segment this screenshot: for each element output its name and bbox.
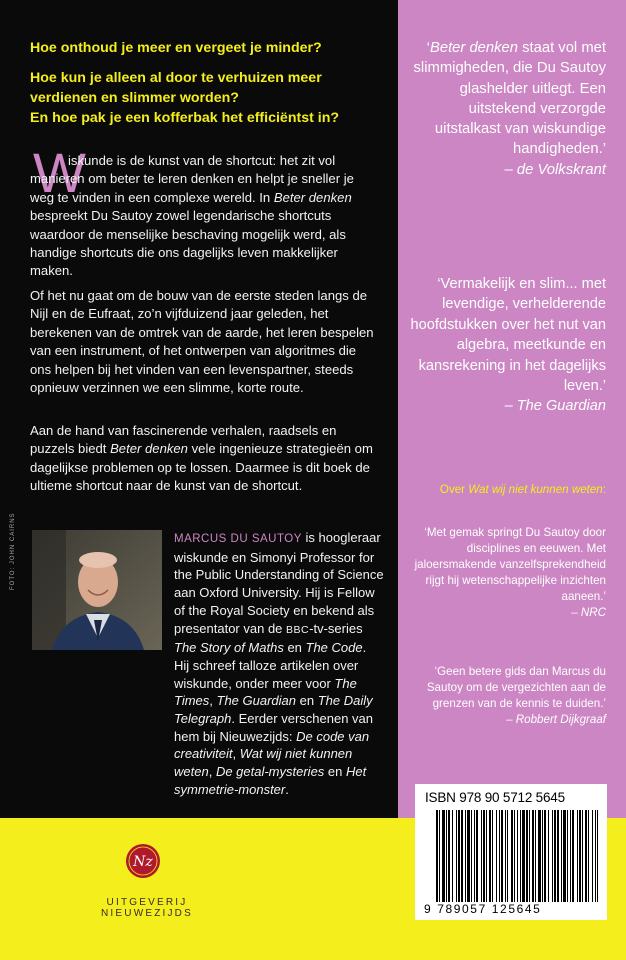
quote-guardian: ‘Vermakelijk en slim... met levendige, verhelderende hoofdstukken over het nut van algebra, meetkunde en kansrekening in het dagelijks leven.’ – The Guardian — [410, 276, 606, 415]
over-heading: Over Wat wij niet kunnen weten: — [439, 483, 606, 496]
paragraph-3: Aan de hand van fascinerende verhalen, raadsels en puzzels biedt Beter denken vele ingenieuze strategieën om dagelijkse problemen op te lossen. Daarmee is dit boek de ultieme shortcut naar de kunst van de shortcut. — [30, 423, 373, 494]
question-1: Hoe onthoud je meer en vergeet je minder? — [30, 40, 322, 56]
paragraph-1: iskunde is de kunst van de shortcut: het zit vol manieren om beter te leren denken en helpt je sneller je weg te vinden in een complexe wereld. In Beter denken bespreekt Du Sautoy zowel legendarische shortcuts waardoor de menselijke beschaving mogelijk werd, als handige shortcuts die ons dagelijks leven makkelijker maken. — [30, 153, 354, 279]
publisher-name: UITGEVERIJ NIEUWEZIJDS — [101, 897, 193, 919]
paragraph-2: Of het nu gaat om de bouw van de eerste steden langs de Nijl en de Eufraat, zo’n vijfduizend jaar geleden, het berekenen van de omtrek van de aarde, het leren bespelen van een instrument, of het ontwerpen van algoritmes die ons helpen bij het vinden van een levenspartner, steeds opnieuw verzinnen we een slimme, korte route. — [30, 288, 374, 396]
isbn-text: ISBN 978 90 5712 5645 — [425, 790, 565, 805]
ean-number: 9 789057 125645 — [424, 902, 542, 916]
back-cover-right-panel — [398, 0, 626, 818]
publisher-logo-icon — [125, 843, 161, 879]
quote-dijkgraaf: ‘Geen betere gids dan Marcus du Sautoy om de vergezichten aan de grenzen van de kennis te duiden.’ – Robbert Dijkgraaf — [426, 665, 606, 726]
question-3: En hoe pak je een kofferbak het efficiëntst in? — [30, 110, 340, 126]
photo-credit: FOTO: JOHN CAIRNS — [10, 512, 16, 590]
author-bio: MARCUS DU SAUTOY is hoogleraar wiskunde en Simonyi Professor for the Public Understanding of Science aan Oxford University. Hij is Fellow of the Royal Society en bekend als presentator van de BBC-tv-series The Story of Maths en The Code. Hij schreef talloze artikelen over wiskunde, onder meer voor The Times, The Guardian en The Daily Telegraph. Eerder verschenen van hem bij Nieuwezijds: De code van creativiteit, Wat wij niet kunnen weten, De getal-mysteries en Het symmetrie-monster. — [174, 530, 384, 797]
quote-volkskrant: ‘Beter denken staat vol met slimmigheden, die Du Sautoy glashelder uitlegt. Een uitstekend verzorgde uitstalkast van wiskundige handigheden.’ – de Volkskrant — [413, 40, 606, 178]
quote-nrc: ‘Met gemak springt Du Sautoy door disciplines en eeuwen. Met jaloersmakende vanzelfsprekendheid rijgt hij wetenschappelijke inzichten aaneen.’ – NRC — [414, 526, 606, 619]
drop-cap: W — [33, 141, 86, 204]
barcode-icon — [436, 810, 598, 902]
author-photo — [32, 530, 162, 650]
svg-text:Nz: Nz — [133, 854, 153, 870]
question-2: Hoe kun je alleen al door te verhuizen meer verdienen en slimmer worden? — [30, 70, 322, 106]
